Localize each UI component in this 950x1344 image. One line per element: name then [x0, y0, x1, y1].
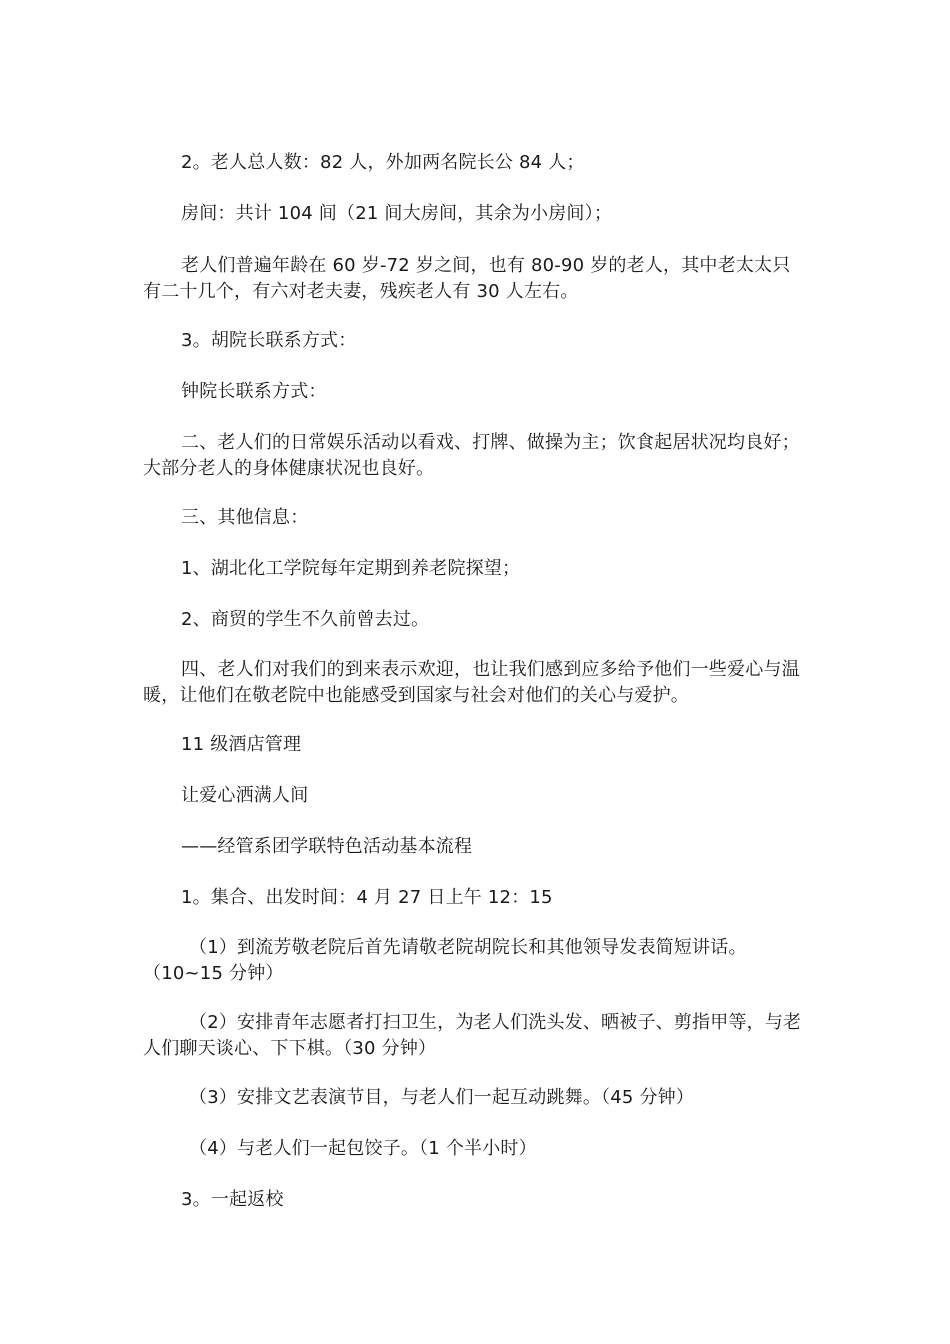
paragraph-other-info-2: 2、商贸的学生不久前曾去过。	[181, 609, 430, 630]
paragraph-class-name: 11 级酒店管理	[181, 734, 302, 755]
paragraph-contact-hu: 3。胡院长联系方式：	[181, 330, 357, 351]
paragraph-step-3: （3）安排文艺表演节目，与老人们一起互动跳舞。（45 分钟）	[189, 1087, 695, 1108]
paragraph-contact-zhong: 钟院长联系方式：	[181, 381, 327, 402]
paragraph-daily-activities: 二、老人们的日常娱乐活动以看戏、打牌、做操为主；饮食起居状况均良好；大部分老人的身体健康状况也良好。	[143, 432, 800, 479]
paragraph-step-4: （4）与老人们一起包饺子。（1 个半小时）	[189, 1138, 537, 1159]
paragraph-step-1: （1）到流芳敬老院后首先请敬老院胡院长和其他领导发表简短讲话。（10~15 分钟）	[143, 937, 747, 984]
paragraph-total-elders: 2。老人总人数：82 人，外加两名院长公 84 人；	[181, 152, 585, 173]
paragraph-other-info-heading: 三、其他信息：	[181, 507, 309, 528]
paragraph-departure-time: 1。集合、出发时间：4 月 27 日上午 12：15	[181, 887, 553, 908]
paragraph-rooms: 房间：共计 104 间（21 间大房间，其余为小房间）；	[181, 203, 613, 224]
paragraph-welcome: 四、老人们对我们的到来表示欢迎，也让我们感到应多给予他们一些爱心与温暖，让他们在敬老院中也能感受到国家与社会对他们的关心与爱护。	[143, 659, 800, 706]
paragraph-return: 3。一起返校	[181, 1189, 284, 1210]
paragraph-other-info-1: 1、湖北化工学院每年定期到养老院探望；	[181, 558, 521, 579]
paragraph-event-subtitle: ——经管系团学联特色活动基本流程	[181, 836, 473, 857]
paragraph-step-2: （2）安排青年志愿者打扫卫生，为老人们洗头发、晒被子、剪指甲等，与老人们聊天谈心、下下棋。（30 分钟）	[143, 1012, 802, 1059]
paragraph-event-title: 让爱心洒满人间	[181, 785, 309, 806]
paragraph-ages: 老人们普遍年龄在 60 岁-72 岁之间，也有 80-90 岁的老人，其中老太太只有二十几个，有六对老夫妻，残疾老人有 30 人左右。	[143, 255, 791, 302]
